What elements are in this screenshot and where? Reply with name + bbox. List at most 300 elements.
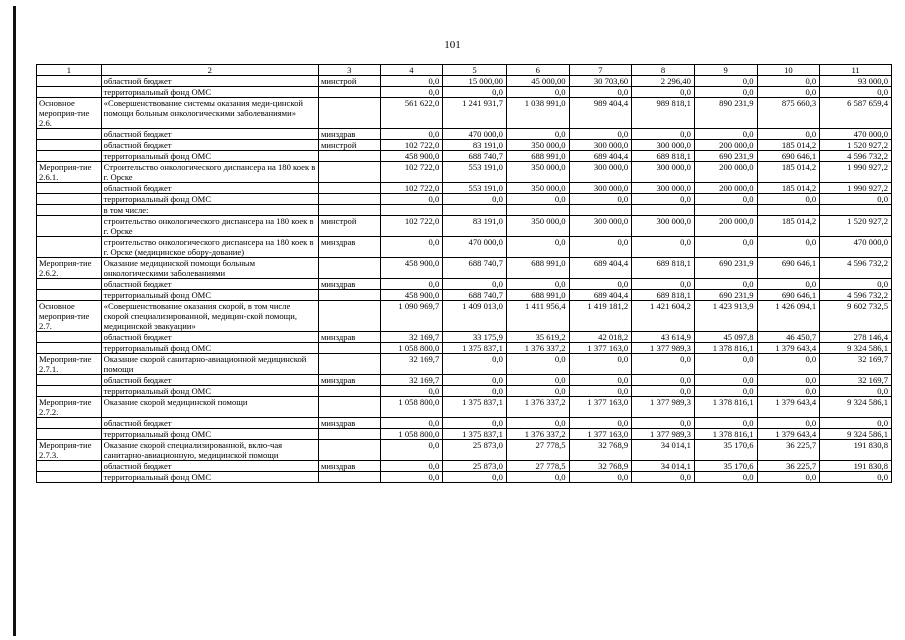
value-cell: 0,0 xyxy=(443,375,507,386)
value-cell: 9 602 732,5 xyxy=(820,301,892,332)
executor-cell: минстрой xyxy=(318,140,380,151)
table-row xyxy=(37,216,892,237)
measure-cell xyxy=(37,205,102,216)
name-cell: областной бюджет xyxy=(101,129,318,140)
value-cell: 34 014,1 xyxy=(632,440,695,461)
measure-cell xyxy=(37,151,102,162)
value-cell: 689 404,4 xyxy=(569,290,632,301)
value-cell: 200 000,0 xyxy=(694,216,757,237)
executor-cell xyxy=(318,162,380,183)
value-cell: 688 991,0 xyxy=(506,151,569,162)
measure-cell xyxy=(37,76,102,87)
value-cell: 0,0 xyxy=(443,418,507,429)
value-cell: 1 375 837,1 xyxy=(443,343,507,354)
value-cell: 0,0 xyxy=(694,129,757,140)
value-cell: 1 378 816,1 xyxy=(694,343,757,354)
value-cell: 25 873,0 xyxy=(443,440,507,461)
value-cell: 350 000,0 xyxy=(506,183,569,194)
executor-cell xyxy=(318,472,380,483)
value-cell: 300 000,0 xyxy=(569,140,632,151)
value-cell: 0,0 xyxy=(506,386,569,397)
value-cell: 0,0 xyxy=(632,375,695,386)
value-cell: 45 097,8 xyxy=(694,332,757,343)
column-number: 4 xyxy=(380,65,443,76)
value-cell: 32 169,7 xyxy=(820,375,892,386)
value-cell: 278 146,4 xyxy=(820,332,892,343)
value-cell: 15 000,00 xyxy=(443,76,507,87)
executor-cell: минздрав xyxy=(318,237,380,258)
value-cell: 0,0 xyxy=(380,472,443,483)
table-row xyxy=(37,162,892,183)
value-cell: 32 169,7 xyxy=(380,354,443,375)
name-cell: областной бюджет xyxy=(101,140,318,151)
budget-table xyxy=(36,64,892,483)
executor-cell: минздрав xyxy=(318,461,380,472)
value-cell: 46 450,7 xyxy=(757,332,820,343)
value-cell: 0,0 xyxy=(757,87,820,98)
value-cell: 0,0 xyxy=(380,76,443,87)
name-cell: территориальный фонд ОМС xyxy=(101,87,318,98)
value-cell: 9 324 586,1 xyxy=(820,343,892,354)
table-row xyxy=(37,354,892,375)
measure-cell xyxy=(37,140,102,151)
binding-edge xyxy=(13,6,16,636)
value-cell: 0,0 xyxy=(632,472,695,483)
value-cell: 0,0 xyxy=(569,194,632,205)
executor-cell: минздрав xyxy=(318,332,380,343)
value-cell: 30 703,60 xyxy=(569,76,632,87)
table-row xyxy=(37,183,892,194)
value-cell: 690 231,9 xyxy=(694,151,757,162)
name-cell: территориальный фонд ОМС xyxy=(101,290,318,301)
value-cell: 0,0 xyxy=(506,418,569,429)
name-cell: областной бюджет xyxy=(101,183,318,194)
value-cell: 0,0 xyxy=(506,375,569,386)
value-cell: 0,0 xyxy=(569,354,632,375)
value-cell: 0,0 xyxy=(569,87,632,98)
value-cell: 1 377 989,3 xyxy=(632,429,695,440)
value-cell: 25 873,0 xyxy=(443,461,507,472)
value-cell: 83 191,0 xyxy=(443,216,507,237)
value-cell: 688 991,0 xyxy=(506,290,569,301)
executor-cell xyxy=(318,343,380,354)
value-cell: 300 000,0 xyxy=(569,216,632,237)
value-cell: 1 375 837,1 xyxy=(443,429,507,440)
table-row xyxy=(37,429,892,440)
executor-cell xyxy=(318,98,380,129)
value-cell: 0,0 xyxy=(506,279,569,290)
table-row xyxy=(37,397,892,418)
value-cell: 300 000,0 xyxy=(632,216,695,237)
column-number: 1 xyxy=(37,65,102,76)
executor-cell xyxy=(318,194,380,205)
value-cell xyxy=(757,205,820,216)
value-cell: 0,0 xyxy=(757,194,820,205)
measure-cell xyxy=(37,343,102,354)
table-row xyxy=(37,472,892,483)
value-cell: 4 596 732,2 xyxy=(820,258,892,279)
value-cell: 33 175,9 xyxy=(443,332,507,343)
value-cell: 0,0 xyxy=(506,87,569,98)
table-row xyxy=(37,129,892,140)
value-cell: 688 740,7 xyxy=(443,258,507,279)
measure-cell xyxy=(37,194,102,205)
value-cell: 890 231,9 xyxy=(694,98,757,129)
value-cell: 0,0 xyxy=(694,76,757,87)
value-cell: 36 225,7 xyxy=(757,440,820,461)
executor-cell xyxy=(318,397,380,418)
value-cell: 36 225,7 xyxy=(757,461,820,472)
table-row xyxy=(37,279,892,290)
value-cell: 688 740,7 xyxy=(443,151,507,162)
value-cell: 1 419 181,2 xyxy=(569,301,632,332)
column-number: 9 xyxy=(694,65,757,76)
table-row xyxy=(37,205,892,216)
value-cell xyxy=(443,205,507,216)
name-cell: «Совершенствование системы оказания меди-цинской помощи больным онкологическими заболеваниями» xyxy=(101,98,318,129)
page-number: 101 xyxy=(444,39,461,51)
table-row xyxy=(37,343,892,354)
value-cell: 0,0 xyxy=(380,87,443,98)
value-cell: 1 990 927,2 xyxy=(820,183,892,194)
value-cell: 0,0 xyxy=(380,279,443,290)
value-cell: 2 296,40 xyxy=(632,76,695,87)
value-cell: 0,0 xyxy=(757,375,820,386)
value-cell: 0,0 xyxy=(632,129,695,140)
value-cell: 0,0 xyxy=(757,386,820,397)
executor-cell: минздрав xyxy=(318,279,380,290)
value-cell: 1 377 163,0 xyxy=(569,343,632,354)
value-cell: 689 404,4 xyxy=(569,258,632,279)
table-row xyxy=(37,290,892,301)
executor-cell xyxy=(318,183,380,194)
measure-cell xyxy=(37,386,102,397)
value-cell: 0,0 xyxy=(632,237,695,258)
value-cell: 0,0 xyxy=(757,354,820,375)
measure-cell xyxy=(37,461,102,472)
value-cell: 0,0 xyxy=(569,386,632,397)
value-cell xyxy=(632,205,695,216)
value-cell: 470 000,0 xyxy=(820,237,892,258)
executor-cell xyxy=(318,301,380,332)
measure-cell xyxy=(37,237,102,258)
measure-cell: Основное мероприя-тие 2.6. xyxy=(37,98,102,129)
value-cell: 0,0 xyxy=(694,354,757,375)
value-cell: 4 596 732,2 xyxy=(820,151,892,162)
value-cell: 32 169,7 xyxy=(380,375,443,386)
value-cell: 35 170,6 xyxy=(694,440,757,461)
executor-cell xyxy=(318,386,380,397)
value-cell: 83 191,0 xyxy=(443,140,507,151)
table-row xyxy=(37,301,892,332)
value-cell: 0,0 xyxy=(632,418,695,429)
measure-cell: Мероприя-тие 2.7.3. xyxy=(37,440,102,461)
value-cell: 688 740,7 xyxy=(443,290,507,301)
value-cell xyxy=(820,205,892,216)
value-cell: 0,0 xyxy=(694,194,757,205)
value-cell: 42 018,2 xyxy=(569,332,632,343)
value-cell: 45 000,00 xyxy=(506,76,569,87)
value-cell: 1 411 956,4 xyxy=(506,301,569,332)
value-cell: 1 379 643,4 xyxy=(757,429,820,440)
value-cell: 1 378 816,1 xyxy=(694,429,757,440)
column-number: 7 xyxy=(569,65,632,76)
value-cell: 1 377 989,3 xyxy=(632,397,695,418)
measure-cell: Мероприя-тие 2.6.2. xyxy=(37,258,102,279)
value-cell: 9 324 586,1 xyxy=(820,397,892,418)
value-cell: 6 587 659,4 xyxy=(820,98,892,129)
value-cell: 1 376 337,2 xyxy=(506,397,569,418)
value-cell: 93 000,0 xyxy=(820,76,892,87)
value-cell: 689 818,1 xyxy=(632,258,695,279)
value-cell: 300 000,0 xyxy=(632,183,695,194)
measure-cell xyxy=(37,418,102,429)
value-cell: 0,0 xyxy=(380,386,443,397)
value-cell: 1 378 816,1 xyxy=(694,397,757,418)
measure-cell xyxy=(37,375,102,386)
value-cell: 690 231,9 xyxy=(694,290,757,301)
name-cell: строительство онкологического диспансера на 180 коек в г. Орске xyxy=(101,216,318,237)
name-cell: Оказание медицинской помощи больным онкологическими заболеваниями xyxy=(101,258,318,279)
name-cell: «Совершенствование оказания скорой, в том числе скорой специализированной, медицин-ской помощи, медицинской эвакуации» xyxy=(101,301,318,332)
value-cell: 0,0 xyxy=(443,194,507,205)
value-cell: 0,0 xyxy=(380,129,443,140)
value-cell: 0,0 xyxy=(569,279,632,290)
value-cell: 1 377 163,0 xyxy=(569,397,632,418)
value-cell: 689 818,1 xyxy=(632,151,695,162)
value-cell: 690 231,9 xyxy=(694,258,757,279)
value-cell: 0,0 xyxy=(820,472,892,483)
name-cell: областной бюджет xyxy=(101,279,318,290)
value-cell: 350 000,0 xyxy=(506,216,569,237)
value-cell: 0,0 xyxy=(443,386,507,397)
executor-cell xyxy=(318,151,380,162)
value-cell: 0,0 xyxy=(820,386,892,397)
table-row xyxy=(37,461,892,472)
value-cell: 102 722,0 xyxy=(380,216,443,237)
value-cell: 191 830,8 xyxy=(820,461,892,472)
value-cell: 0,0 xyxy=(506,354,569,375)
value-cell: 1 520 927,2 xyxy=(820,216,892,237)
value-cell: 34 014,1 xyxy=(632,461,695,472)
column-number: 3 xyxy=(318,65,380,76)
value-cell: 191 830,8 xyxy=(820,440,892,461)
value-cell: 0,0 xyxy=(820,194,892,205)
measure-cell xyxy=(37,472,102,483)
value-cell: 0,0 xyxy=(632,279,695,290)
value-cell: 989 818,1 xyxy=(632,98,695,129)
value-cell: 470 000,0 xyxy=(820,129,892,140)
column-number-row xyxy=(37,65,892,76)
column-number: 2 xyxy=(101,65,318,76)
value-cell: 1 409 013,0 xyxy=(443,301,507,332)
value-cell: 1 038 991,0 xyxy=(506,98,569,129)
value-cell: 0,0 xyxy=(757,237,820,258)
value-cell: 0,0 xyxy=(820,87,892,98)
value-cell xyxy=(694,205,757,216)
value-cell: 0,0 xyxy=(632,194,695,205)
value-cell: 0,0 xyxy=(506,129,569,140)
executor-cell xyxy=(318,440,380,461)
value-cell: 185 014,2 xyxy=(757,216,820,237)
value-cell: 0,0 xyxy=(569,418,632,429)
value-cell: 470 000,0 xyxy=(443,129,507,140)
value-cell: 561 622,0 xyxy=(380,98,443,129)
value-cell: 553 191,0 xyxy=(443,183,507,194)
value-cell: 688 991,0 xyxy=(506,258,569,279)
executor-cell: минстрой xyxy=(318,76,380,87)
name-cell: областной бюджет xyxy=(101,418,318,429)
value-cell: 32 768,9 xyxy=(569,461,632,472)
table-row xyxy=(37,140,892,151)
value-cell: 0,0 xyxy=(820,418,892,429)
name-cell: областной бюджет xyxy=(101,461,318,472)
value-cell: 1 520 927,2 xyxy=(820,140,892,151)
value-cell: 27 778,5 xyxy=(506,440,569,461)
measure-cell xyxy=(37,87,102,98)
value-cell: 0,0 xyxy=(506,472,569,483)
value-cell: 0,0 xyxy=(569,129,632,140)
value-cell: 300 000,0 xyxy=(632,140,695,151)
column-number: 11 xyxy=(820,65,892,76)
value-cell xyxy=(506,205,569,216)
value-cell: 0,0 xyxy=(694,87,757,98)
value-cell: 0,0 xyxy=(380,194,443,205)
value-cell: 35 619,2 xyxy=(506,332,569,343)
value-cell xyxy=(569,205,632,216)
value-cell: 0,0 xyxy=(757,129,820,140)
value-cell: 1 421 604,2 xyxy=(632,301,695,332)
value-cell: 0,0 xyxy=(632,87,695,98)
value-cell: 0,0 xyxy=(569,237,632,258)
value-cell: 0,0 xyxy=(694,237,757,258)
table-row xyxy=(37,76,892,87)
table-row xyxy=(37,87,892,98)
value-cell: 1 241 931,7 xyxy=(443,98,507,129)
table-row xyxy=(37,332,892,343)
name-cell: Оказание скорой медицинской помощи xyxy=(101,397,318,418)
measure-cell xyxy=(37,183,102,194)
column-number: 6 xyxy=(506,65,569,76)
value-cell: 0,0 xyxy=(694,418,757,429)
value-cell: 200 000,0 xyxy=(694,162,757,183)
measure-cell: Мероприя-тие 2.7.2. xyxy=(37,397,102,418)
value-cell: 0,0 xyxy=(506,237,569,258)
name-cell: территориальный фонд ОМС xyxy=(101,151,318,162)
value-cell: 1 377 163,0 xyxy=(569,429,632,440)
value-cell xyxy=(380,205,443,216)
value-cell: 1 058 800,0 xyxy=(380,343,443,354)
name-cell: Строительство онкологического диспансера на 180 коек в г. Орске xyxy=(101,162,318,183)
value-cell: 1 379 643,4 xyxy=(757,343,820,354)
name-cell: территориальный фонд ОМС xyxy=(101,472,318,483)
executor-cell xyxy=(318,429,380,440)
measure-cell xyxy=(37,216,102,237)
measure-cell xyxy=(37,129,102,140)
value-cell: 1 058 800,0 xyxy=(380,429,443,440)
executor-cell xyxy=(318,258,380,279)
value-cell: 989 404,4 xyxy=(569,98,632,129)
table-row xyxy=(37,194,892,205)
value-cell: 0,0 xyxy=(694,375,757,386)
value-cell: 102 722,0 xyxy=(380,162,443,183)
value-cell: 0,0 xyxy=(757,472,820,483)
table-row xyxy=(37,237,892,258)
measure-cell xyxy=(37,279,102,290)
value-cell: 0,0 xyxy=(380,440,443,461)
name-cell: областной бюджет xyxy=(101,332,318,343)
measure-cell xyxy=(37,290,102,301)
value-cell: 300 000,0 xyxy=(569,162,632,183)
value-cell: 200 000,0 xyxy=(694,140,757,151)
value-cell: 185 014,2 xyxy=(757,140,820,151)
executor-cell: минздрав xyxy=(318,375,380,386)
value-cell: 0,0 xyxy=(380,237,443,258)
value-cell: 185 014,2 xyxy=(757,162,820,183)
value-cell: 690 646,1 xyxy=(757,258,820,279)
value-cell: 1 423 913,9 xyxy=(694,301,757,332)
value-cell: 1 376 337,2 xyxy=(506,429,569,440)
value-cell: 1 375 837,1 xyxy=(443,397,507,418)
value-cell: 458 900,0 xyxy=(380,290,443,301)
executor-cell: минстрой xyxy=(318,216,380,237)
executor-cell: минздрав xyxy=(318,129,380,140)
value-cell: 0,0 xyxy=(694,472,757,483)
value-cell: 689 404,4 xyxy=(569,151,632,162)
table-row xyxy=(37,151,892,162)
name-cell: Оказание скорой санитарно-авиационной медицинской помощи xyxy=(101,354,318,375)
value-cell: 0,0 xyxy=(632,386,695,397)
value-cell: 185 014,2 xyxy=(757,183,820,194)
value-cell: 0,0 xyxy=(820,279,892,290)
value-cell: 0,0 xyxy=(569,375,632,386)
name-cell: территориальный фонд ОМС xyxy=(101,386,318,397)
value-cell: 0,0 xyxy=(694,386,757,397)
name-cell: областной бюджет xyxy=(101,375,318,386)
value-cell: 458 900,0 xyxy=(380,151,443,162)
name-cell: в том числе: xyxy=(101,205,318,216)
measure-cell xyxy=(37,429,102,440)
value-cell: 9 324 586,1 xyxy=(820,429,892,440)
executor-cell xyxy=(318,290,380,301)
value-cell: 0,0 xyxy=(632,354,695,375)
column-number: 5 xyxy=(443,65,507,76)
value-cell: 0,0 xyxy=(443,279,507,290)
value-cell: 300 000,0 xyxy=(632,162,695,183)
value-cell: 0,0 xyxy=(757,279,820,290)
value-cell: 0,0 xyxy=(694,279,757,290)
name-cell: областной бюджет xyxy=(101,76,318,87)
name-cell: территориальный фонд ОМС xyxy=(101,194,318,205)
table-row xyxy=(37,98,892,129)
value-cell: 689 818,1 xyxy=(632,290,695,301)
table-row xyxy=(37,418,892,429)
value-cell: 350 000,0 xyxy=(506,140,569,151)
value-cell: 1 376 337,2 xyxy=(506,343,569,354)
value-cell: 0,0 xyxy=(380,461,443,472)
value-cell: 1 379 643,4 xyxy=(757,397,820,418)
value-cell: 27 778,5 xyxy=(506,461,569,472)
measure-cell: Основное мероприя-тие 2.7. xyxy=(37,301,102,332)
value-cell: 102 722,0 xyxy=(380,140,443,151)
value-cell: 0,0 xyxy=(380,418,443,429)
value-cell: 32 768,9 xyxy=(569,440,632,461)
name-cell: территориальный фонд ОМС xyxy=(101,343,318,354)
name-cell: строительство онкологического диспансера на 180 коек в г. Орске (медицинское обору-дование) xyxy=(101,237,318,258)
table-row xyxy=(37,258,892,279)
executor-cell: минздрав xyxy=(318,418,380,429)
value-cell: 43 614,9 xyxy=(632,332,695,343)
